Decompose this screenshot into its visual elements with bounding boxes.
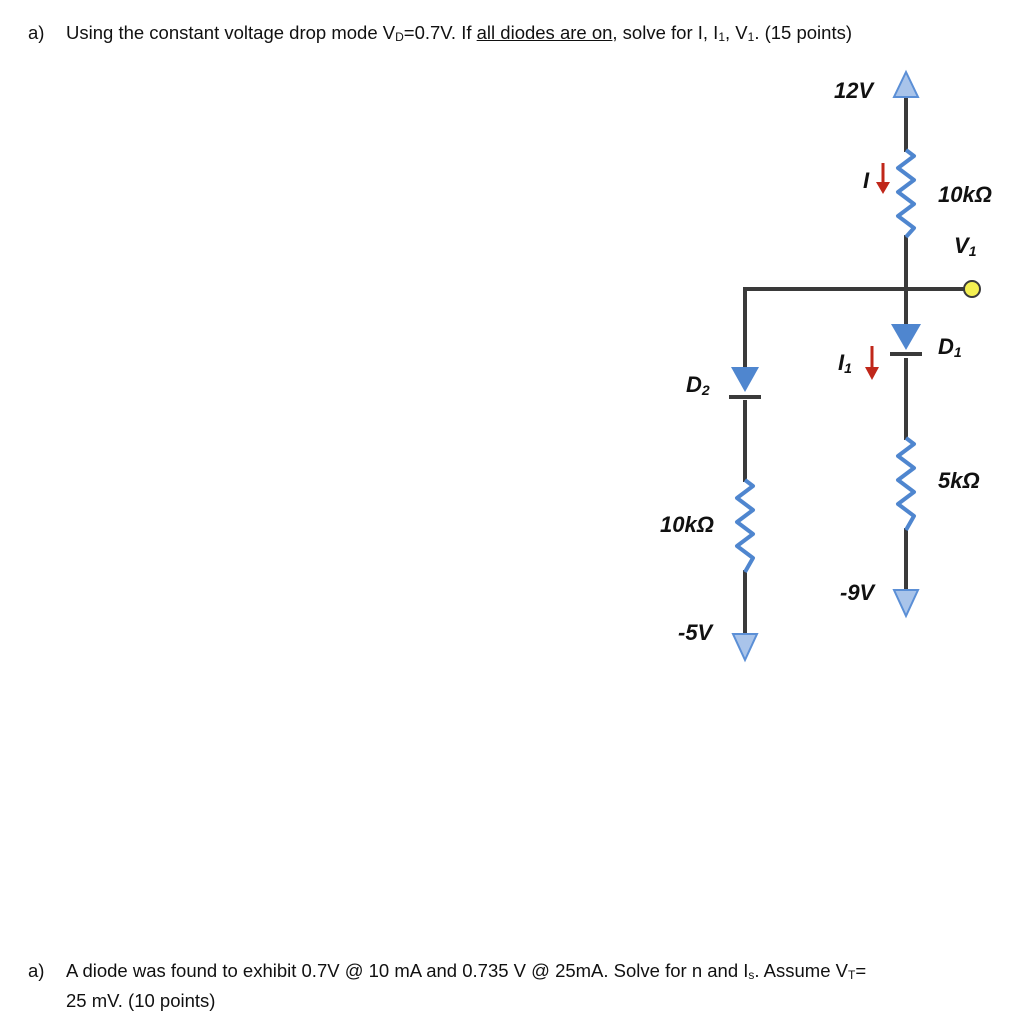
label-node-v1: $V_1$ [954, 233, 977, 259]
current-arrow-i1-icon [865, 346, 879, 380]
wires [745, 98, 965, 632]
node-v1-terminal [964, 281, 980, 297]
question-1-text: Using the constant voltage drop mode $V_D=0.7V$. If all diodes are on, solve for I, $I_1$, $V_1$. (15 points) [66, 22, 852, 44]
label-current-i1: $I_1$ [838, 350, 852, 376]
supply-top-triangle-icon [894, 72, 918, 97]
label-supply-12v: 12V [834, 78, 874, 103]
diode-d2 [729, 367, 761, 397]
resistor-top [898, 150, 914, 237]
label-supply-minus-5v: -5V [678, 620, 713, 645]
label-current-i: I [863, 168, 870, 193]
supply-right-triangle-icon [894, 590, 918, 616]
question-1-marker: a) [28, 22, 45, 43]
underlined-phrase: all diodes are on [476, 22, 613, 43]
resistor-right [898, 438, 914, 530]
question-2-line-2: 25 mV. (10 points) [66, 990, 216, 1011]
current-arrow-i-icon [876, 163, 890, 194]
diode-d1-triangle [891, 324, 921, 350]
diode-d1 [890, 324, 922, 354]
question-2-marker: a) [28, 960, 45, 981]
resistor-left [737, 480, 753, 572]
label-diode-d2: $D_2$ [686, 372, 710, 398]
label-r-top: 10kΩ [938, 182, 992, 207]
label-diode-d1: $D_1$ [938, 334, 962, 360]
diode-d2-triangle [731, 367, 759, 392]
label-r-left: 10kΩ [660, 512, 714, 537]
label-supply-minus-9v: -9V [840, 580, 875, 605]
supply-left-triangle-icon [733, 634, 757, 660]
label-r-right: 5kΩ [938, 468, 980, 493]
question-2-line-1: A diode was found to exhibit 0.7V @ 10 mA and 0.735 V @ 25mA. Solve for n and $I_s$. Assume $V_T=$ [66, 960, 867, 982]
